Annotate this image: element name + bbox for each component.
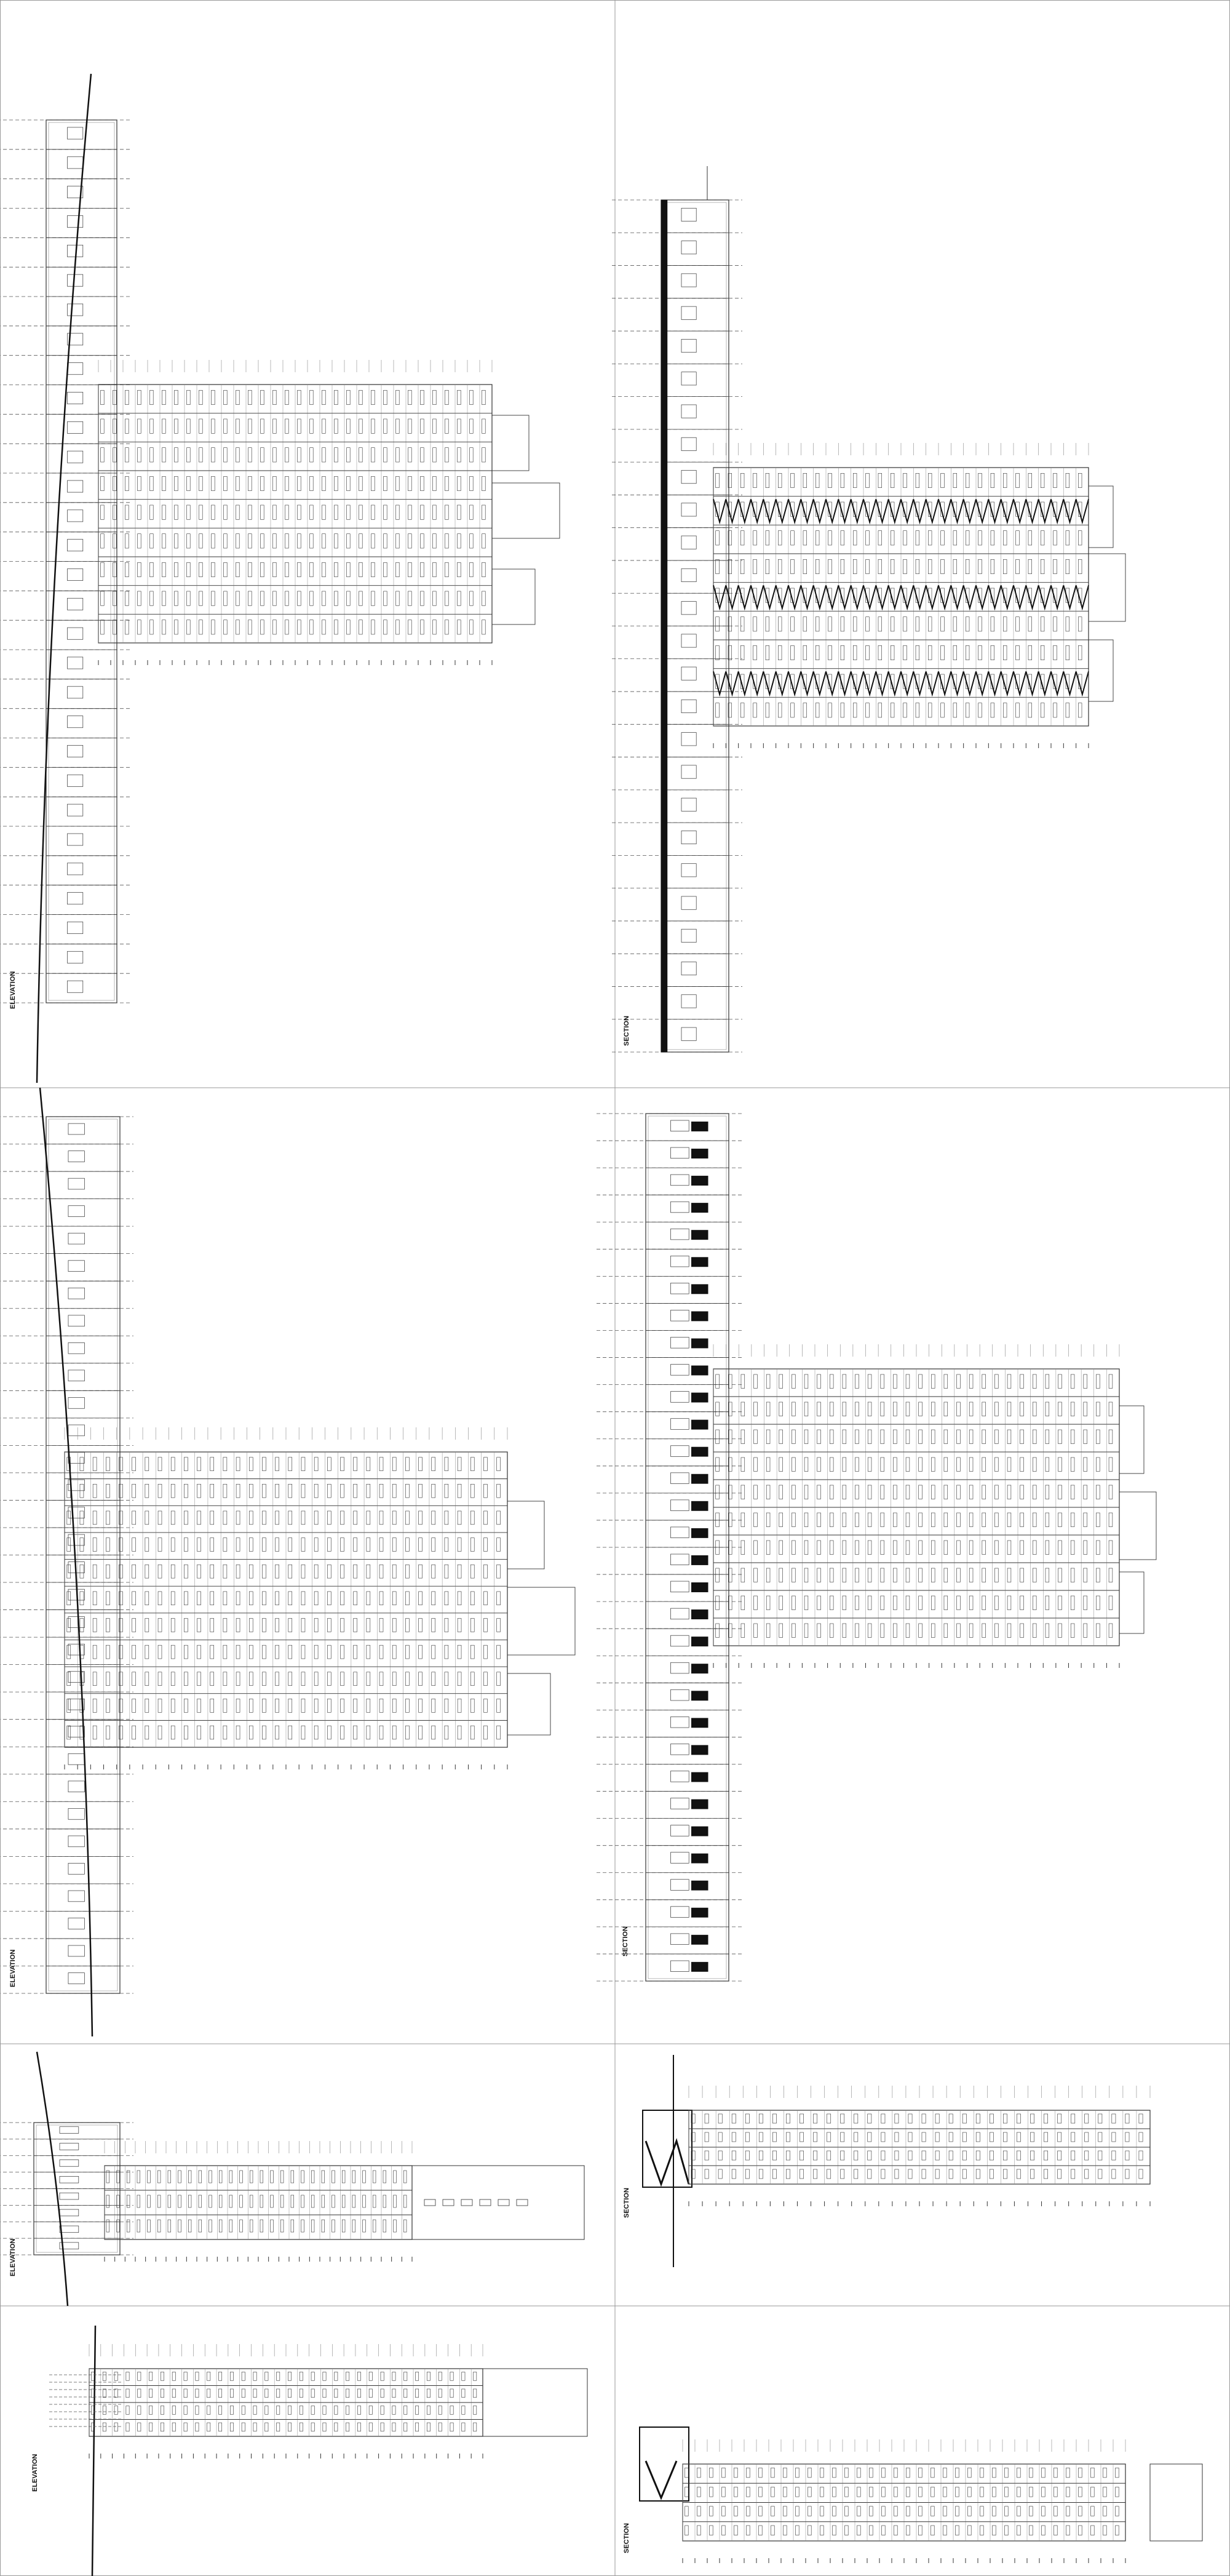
panel-title: SECTION <box>622 1926 629 1956</box>
stair-mark <box>691 1718 708 1728</box>
stair-mark <box>691 1312 708 1321</box>
stair-mark <box>691 1420 708 1429</box>
stair-mark <box>691 1339 708 1348</box>
stair-mark <box>691 1582 708 1592</box>
stair-mark <box>691 1258 708 1267</box>
stair-mark <box>691 1555 708 1565</box>
stair-mark <box>691 1447 708 1456</box>
panel-title: ELEVATION <box>31 2454 39 2492</box>
stair-mark <box>691 1528 708 1537</box>
stair-mark <box>691 1772 708 1782</box>
stair-mark <box>691 1203 708 1212</box>
stair-mark <box>691 1501 708 1510</box>
stair-mark <box>691 1935 708 1944</box>
stair-mark <box>691 1827 708 1836</box>
stair-mark <box>691 1122 708 1131</box>
stair-mark <box>691 1881 708 1890</box>
panel-title: SECTION <box>623 2523 630 2553</box>
stair-mark <box>691 1366 708 1375</box>
stair-mark <box>691 1609 708 1619</box>
stair-mark <box>691 1393 708 1402</box>
panel-title: ELEVATION <box>9 2238 17 2276</box>
panel-title: SECTION <box>623 2188 630 2218</box>
panel-title: ELEVATION <box>9 1949 17 1987</box>
panel-title: SECTION <box>623 1016 630 1046</box>
stair-mark <box>691 1962 708 1971</box>
stair-mark <box>691 1474 708 1483</box>
stair-mark <box>691 1854 708 1863</box>
stair-mark <box>691 1664 708 1673</box>
stair-mark <box>691 1285 708 1294</box>
stair-mark <box>691 1800 708 1809</box>
stair-mark <box>691 1691 708 1701</box>
stair-mark <box>691 1230 708 1239</box>
panel-title: ELEVATION <box>9 971 17 1009</box>
stair-mark <box>691 1149 708 1158</box>
stair-mark <box>691 1745 708 1755</box>
stair-mark <box>691 1176 708 1185</box>
stair-mark <box>691 1908 708 1917</box>
stair-mark <box>691 1637 708 1646</box>
tower-wall <box>661 200 667 1052</box>
